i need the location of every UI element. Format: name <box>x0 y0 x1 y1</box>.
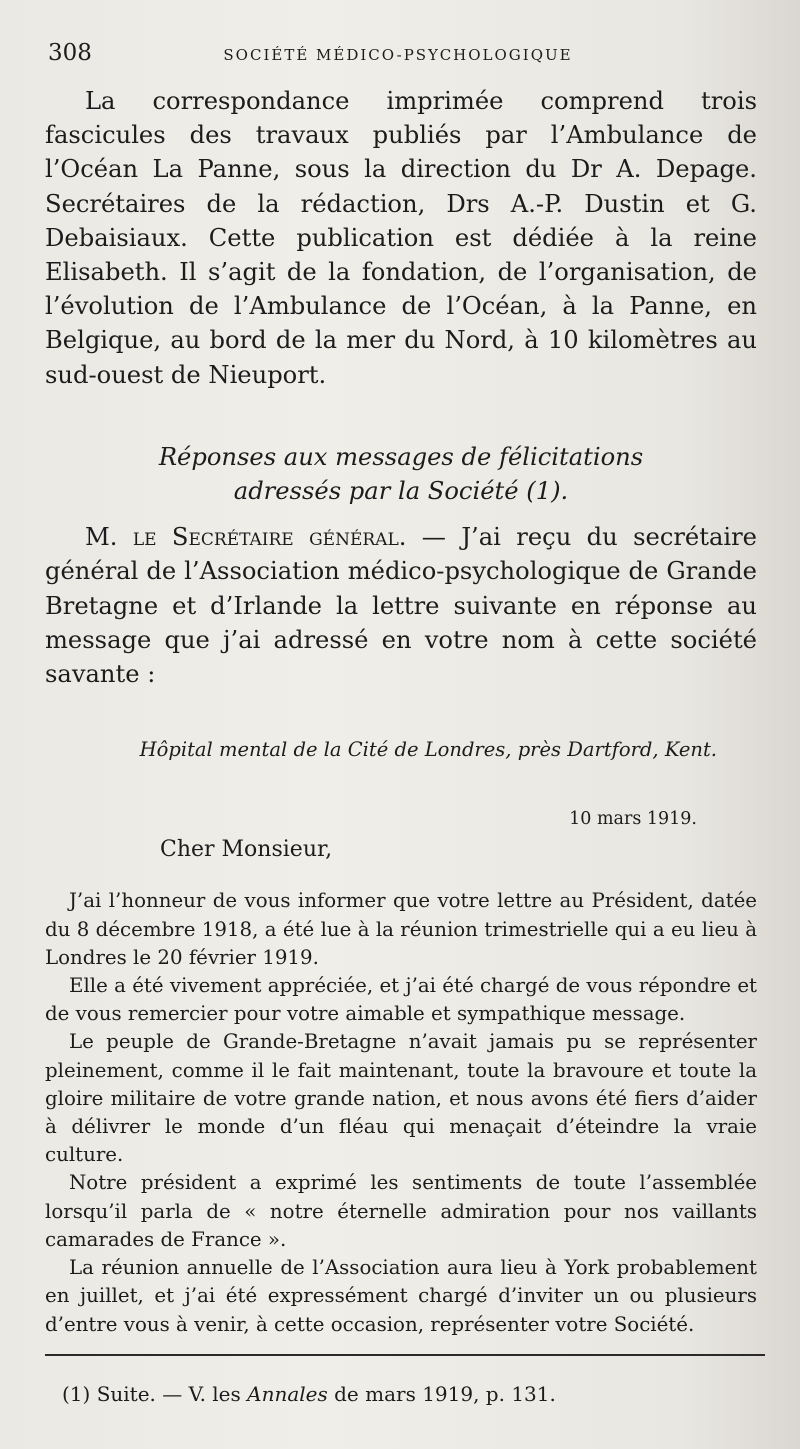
footnote <box>62 1380 760 1408</box>
letter-paragraph: Notre président a exprimé les sentiments de toute l’assemblée lorsqu’il parla de « notre éternelle admiration pour nos vaillants camarades de France ». <box>45 1171 757 1251</box>
paragraph-correspondance: La correspondance imprimée comprend trois fascicules des travaux publiés par l’Ambulance de l’Océan La Panne, sous la direction du Dr A. Depage. Secrétaires de la rédaction, Drs A.-P. Dustin et G. Debaisiaux. Cette publication est dédiée à la reine Elisabeth. Il s’agit de la fondation, de l’organisation, de l’évolution de l’Ambulance de l’Océan, à la Panne, en Belgique, au bord de la mer du Nord, à 10 kilomètres au sud-ouest de Nieuport. <box>45 87 757 389</box>
letter-paragraph: Le peuple de Grande-Bretagne n’avait jamais pu se représenter pleinement, comme il le fait maintenant, toute la bravoure et toute la gloire militaire de votre grande nation, et nous avons été fiers d’aider à délivrer le monde d’un fléau qui menaçait d’éteindre la vraie culture. <box>45 1030 757 1167</box>
footnote-rule <box>45 1354 765 1356</box>
page-number: 308 <box>48 40 92 66</box>
paragraph-secretary <box>45 520 757 691</box>
letter-body <box>45 887 757 1338</box>
letter-salutation: Cher Monsieur, <box>160 837 333 863</box>
section-heading-line-1: Réponses aux messages de félicitations <box>158 442 644 471</box>
letter-date: 10 mars 1919. <box>569 809 697 830</box>
main-text <box>45 84 757 1339</box>
footnote-marker: (1) <box>62 1382 91 1406</box>
letter-paragraph: La réunion annuelle de l’Association aura lieu à York probablement en juillet, et j’ai été expressément chargé d’inviter un ou plusieurs d’entre vous à venir, à cette occasion, représenter votre Société. <box>45 1256 757 1336</box>
speaker-name: M. le Secrétaire général. <box>85 523 407 552</box>
letter-paragraph: Elle a été vivement appréciée, et j’ai été chargé de vous répondre et de vous remercier pour votre aimable et sympathique message. <box>45 974 757 1026</box>
running-head: SOCIÉTÉ MÉDICO-PSYCHOLOGIQUE <box>223 46 573 64</box>
page-header <box>48 40 748 70</box>
section-heading-line-2: adressés par la Société (1). <box>233 477 569 506</box>
footnote-suffix: de mars 1919, p. 131. <box>327 1382 556 1406</box>
section-heading <box>45 440 757 508</box>
letter-paragraph: J’ai l’honneur de vous informer que votre lettre au Président, datée du 8 décembre 1918, a été lue à la réunion trimestrielle qui a eu lieu à Londres le 20 février 1919. <box>45 889 757 969</box>
footnote-prefix: Suite. — V. les <box>90 1382 248 1406</box>
secretary-statement: — J’ai reçu du secrétaire général de l’Association médico-psychologique de Grande Bretagne et d’Irlande la lettre suivante en réponse au message que j’ai adressé en votre nom à cette société savante : <box>45 523 757 689</box>
letter-place: Hôpital mental de la Cité de Londres, près Dartford, Kent. <box>139 738 717 762</box>
footnote-journal: Annales <box>247 1382 328 1406</box>
